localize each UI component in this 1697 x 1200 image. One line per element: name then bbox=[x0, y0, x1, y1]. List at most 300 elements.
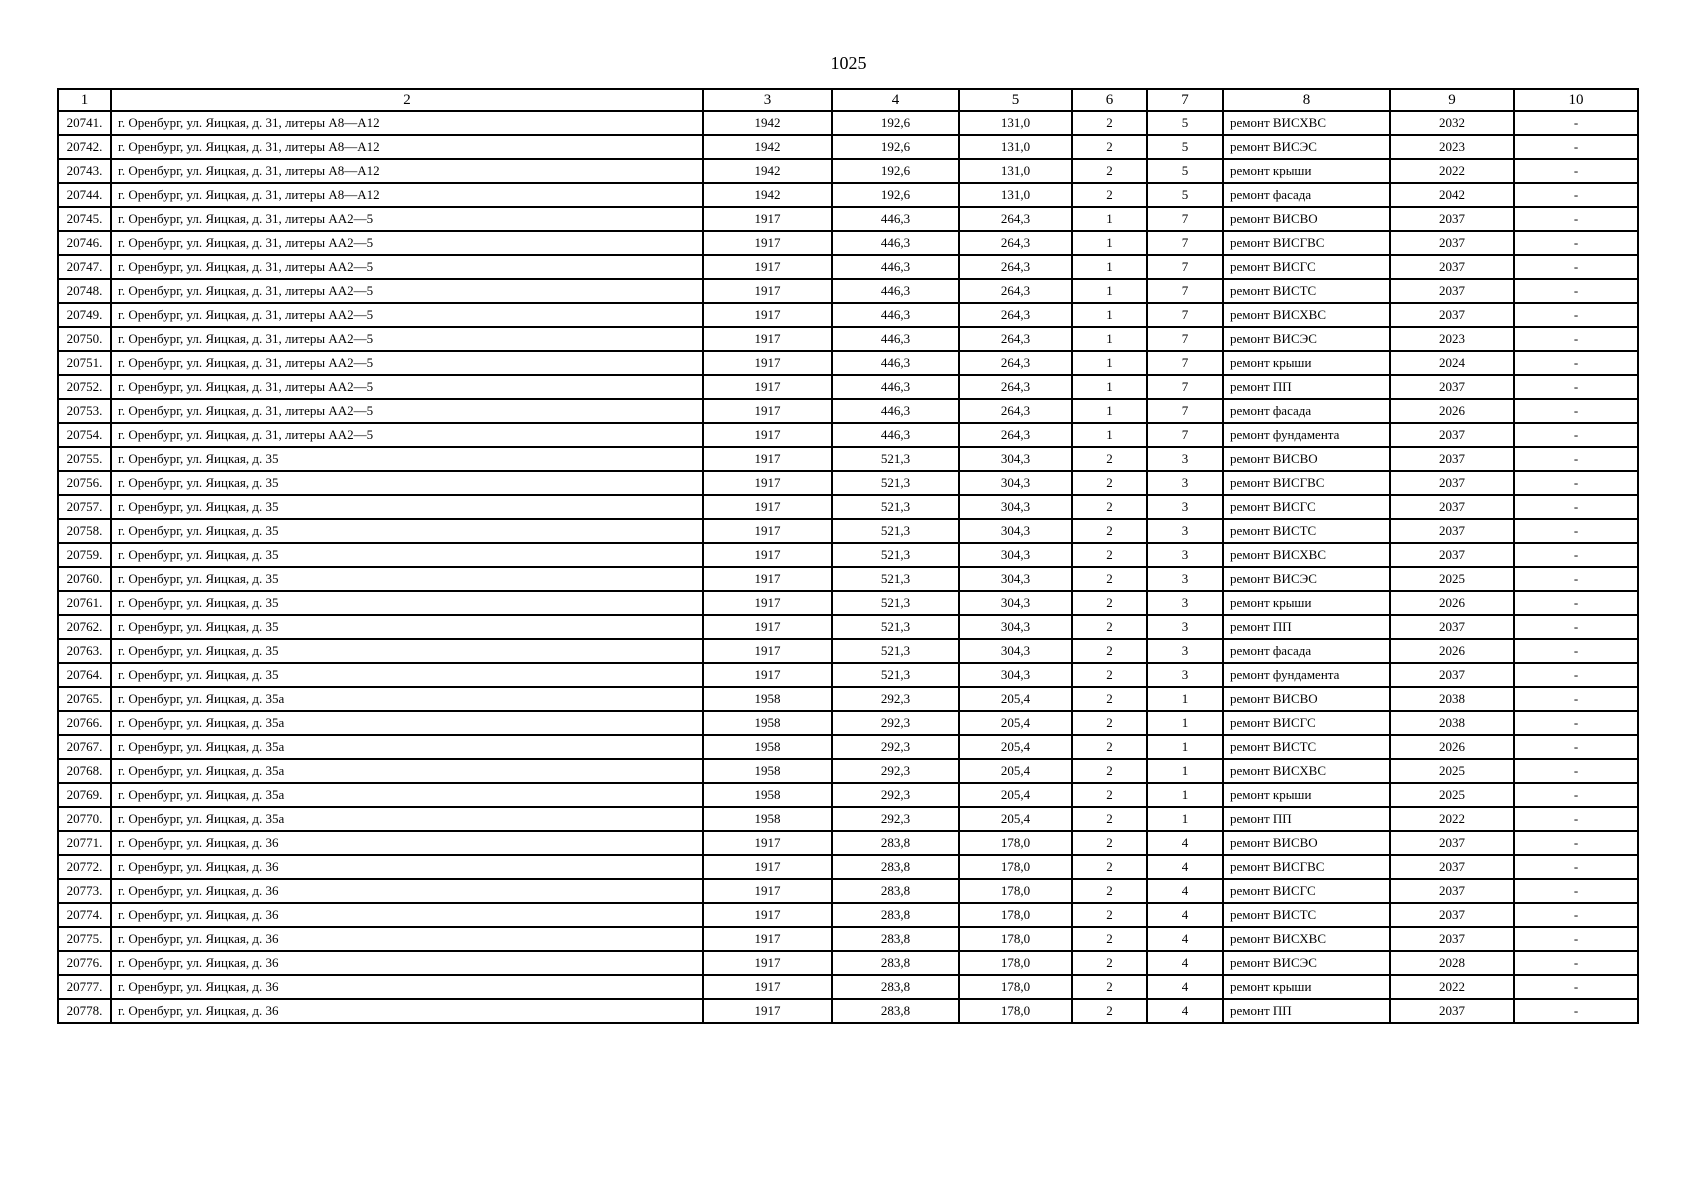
table-row bbox=[58, 255, 1638, 279]
cell-number: 20771. bbox=[58, 831, 111, 855]
table-row bbox=[58, 447, 1638, 471]
cell-total-area: 521,3 bbox=[832, 663, 959, 687]
cell-year-built: 1917 bbox=[703, 831, 832, 855]
table-row bbox=[58, 831, 1638, 855]
cell-work-type: ремонт крыши bbox=[1223, 783, 1390, 807]
cell-total-area: 521,3 bbox=[832, 639, 959, 663]
cell-living-area: 178,0 bbox=[959, 951, 1072, 975]
cell-note: - bbox=[1514, 495, 1638, 519]
table-row bbox=[58, 351, 1638, 375]
cell-address: г. Оренбург, ул. Яицкая, д. 35 bbox=[111, 567, 703, 591]
cell-number: 20760. bbox=[58, 567, 111, 591]
cell-total-area: 192,6 bbox=[832, 183, 959, 207]
cell-year-built: 1917 bbox=[703, 615, 832, 639]
table-row bbox=[58, 471, 1638, 495]
cell-total-area: 283,8 bbox=[832, 927, 959, 951]
cell-year-built: 1917 bbox=[703, 855, 832, 879]
cell-floors: 2 bbox=[1072, 855, 1147, 879]
cell-year-built: 1917 bbox=[703, 471, 832, 495]
cell-floors: 2 bbox=[1072, 807, 1147, 831]
table-row bbox=[58, 687, 1638, 711]
cell-apartments: 1 bbox=[1147, 759, 1223, 783]
cell-living-area: 304,3 bbox=[959, 615, 1072, 639]
table-row bbox=[58, 375, 1638, 399]
cell-note: - bbox=[1514, 183, 1638, 207]
cell-note: - bbox=[1514, 951, 1638, 975]
cell-address: г. Оренбург, ул. Яицкая, д. 36 bbox=[111, 903, 703, 927]
cell-note: - bbox=[1514, 471, 1638, 495]
cell-year-built: 1958 bbox=[703, 807, 832, 831]
cell-number: 20755. bbox=[58, 447, 111, 471]
cell-number: 20754. bbox=[58, 423, 111, 447]
cell-work-type: ремонт ВИСХВС bbox=[1223, 303, 1390, 327]
cell-floors: 2 bbox=[1072, 783, 1147, 807]
cell-total-area: 521,3 bbox=[832, 495, 959, 519]
cell-note: - bbox=[1514, 831, 1638, 855]
cell-note: - bbox=[1514, 135, 1638, 159]
cell-note: - bbox=[1514, 783, 1638, 807]
cell-work-type: ремонт ВИСЭС bbox=[1223, 327, 1390, 351]
cell-floors: 2 bbox=[1072, 975, 1147, 999]
cell-floors: 2 bbox=[1072, 999, 1147, 1023]
cell-year-planned: 2026 bbox=[1390, 591, 1514, 615]
cell-apartments: 7 bbox=[1147, 255, 1223, 279]
cell-number: 20746. bbox=[58, 231, 111, 255]
cell-work-type: ремонт фасада bbox=[1223, 639, 1390, 663]
cell-apartments: 7 bbox=[1147, 207, 1223, 231]
cell-living-area: 178,0 bbox=[959, 879, 1072, 903]
column-header-8: 8 bbox=[1223, 89, 1390, 111]
column-header-1: 1 bbox=[58, 89, 111, 111]
cell-year-built: 1942 bbox=[703, 159, 832, 183]
cell-year-planned: 2037 bbox=[1390, 831, 1514, 855]
cell-year-built: 1917 bbox=[703, 519, 832, 543]
cell-year-built: 1958 bbox=[703, 783, 832, 807]
cell-year-built: 1917 bbox=[703, 975, 832, 999]
cell-note: - bbox=[1514, 663, 1638, 687]
cell-total-area: 446,3 bbox=[832, 423, 959, 447]
cell-floors: 1 bbox=[1072, 351, 1147, 375]
cell-total-area: 292,3 bbox=[832, 711, 959, 735]
cell-year-planned: 2038 bbox=[1390, 687, 1514, 711]
cell-work-type: ремонт ПП bbox=[1223, 375, 1390, 399]
cell-number: 20750. bbox=[58, 327, 111, 351]
cell-floors: 2 bbox=[1072, 567, 1147, 591]
cell-note: - bbox=[1514, 255, 1638, 279]
table-row bbox=[58, 135, 1638, 159]
cell-apartments: 4 bbox=[1147, 903, 1223, 927]
cell-year-built: 1917 bbox=[703, 999, 832, 1023]
cell-year-planned: 2038 bbox=[1390, 711, 1514, 735]
cell-living-area: 131,0 bbox=[959, 111, 1072, 135]
cell-total-area: 446,3 bbox=[832, 279, 959, 303]
cell-address: г. Оренбург, ул. Яицкая, д. 31, литеры АА2—5 bbox=[111, 351, 703, 375]
cell-year-built: 1917 bbox=[703, 351, 832, 375]
cell-floors: 1 bbox=[1072, 375, 1147, 399]
cell-floors: 1 bbox=[1072, 279, 1147, 303]
cell-address: г. Оренбург, ул. Яицкая, д. 35 bbox=[111, 495, 703, 519]
cell-year-planned: 2037 bbox=[1390, 615, 1514, 639]
cell-note: - bbox=[1514, 375, 1638, 399]
cell-total-area: 521,3 bbox=[832, 447, 959, 471]
cell-note: - bbox=[1514, 591, 1638, 615]
cell-floors: 2 bbox=[1072, 471, 1147, 495]
table-row bbox=[58, 231, 1638, 255]
cell-note: - bbox=[1514, 927, 1638, 951]
cell-apartments: 1 bbox=[1147, 807, 1223, 831]
cell-number: 20770. bbox=[58, 807, 111, 831]
cell-number: 20742. bbox=[58, 135, 111, 159]
column-header-6: 6 bbox=[1072, 89, 1147, 111]
cell-living-area: 178,0 bbox=[959, 831, 1072, 855]
cell-note: - bbox=[1514, 711, 1638, 735]
cell-total-area: 292,3 bbox=[832, 687, 959, 711]
cell-year-built: 1917 bbox=[703, 423, 832, 447]
cell-floors: 2 bbox=[1072, 183, 1147, 207]
cell-year-planned: 2025 bbox=[1390, 567, 1514, 591]
cell-note: - bbox=[1514, 903, 1638, 927]
cell-number: 20769. bbox=[58, 783, 111, 807]
cell-work-type: ремонт ВИСЭС bbox=[1223, 951, 1390, 975]
table-row bbox=[58, 879, 1638, 903]
cell-number: 20768. bbox=[58, 759, 111, 783]
cell-number: 20757. bbox=[58, 495, 111, 519]
cell-year-planned: 2037 bbox=[1390, 543, 1514, 567]
cell-year-planned: 2022 bbox=[1390, 975, 1514, 999]
cell-year-planned: 2037 bbox=[1390, 999, 1514, 1023]
table-row bbox=[58, 543, 1638, 567]
cell-apartments: 3 bbox=[1147, 663, 1223, 687]
cell-year-planned: 2037 bbox=[1390, 303, 1514, 327]
cell-total-area: 283,8 bbox=[832, 951, 959, 975]
cell-floors: 1 bbox=[1072, 303, 1147, 327]
cell-year-planned: 2037 bbox=[1390, 903, 1514, 927]
cell-apartments: 1 bbox=[1147, 735, 1223, 759]
cell-work-type: ремонт ПП bbox=[1223, 807, 1390, 831]
cell-number: 20763. bbox=[58, 639, 111, 663]
column-header-7: 7 bbox=[1147, 89, 1223, 111]
cell-address: г. Оренбург, ул. Яицкая, д. 31, литеры АА2—5 bbox=[111, 327, 703, 351]
cell-living-area: 264,3 bbox=[959, 375, 1072, 399]
cell-year-planned: 2037 bbox=[1390, 423, 1514, 447]
cell-apartments: 3 bbox=[1147, 519, 1223, 543]
cell-year-built: 1917 bbox=[703, 543, 832, 567]
cell-total-area: 292,3 bbox=[832, 783, 959, 807]
cell-note: - bbox=[1514, 231, 1638, 255]
cell-year-planned: 2026 bbox=[1390, 399, 1514, 423]
cell-total-area: 521,3 bbox=[832, 471, 959, 495]
cell-work-type: ремонт фундамента bbox=[1223, 423, 1390, 447]
cell-year-built: 1942 bbox=[703, 111, 832, 135]
cell-work-type: ремонт ВИСЭС bbox=[1223, 135, 1390, 159]
cell-note: - bbox=[1514, 807, 1638, 831]
cell-year-planned: 2022 bbox=[1390, 807, 1514, 831]
cell-year-planned: 2022 bbox=[1390, 159, 1514, 183]
cell-total-area: 521,3 bbox=[832, 615, 959, 639]
table-row bbox=[58, 207, 1638, 231]
cell-year-built: 1917 bbox=[703, 927, 832, 951]
cell-year-built: 1958 bbox=[703, 711, 832, 735]
cell-living-area: 304,3 bbox=[959, 591, 1072, 615]
cell-total-area: 521,3 bbox=[832, 519, 959, 543]
cell-total-area: 283,8 bbox=[832, 903, 959, 927]
cell-living-area: 304,3 bbox=[959, 447, 1072, 471]
cell-living-area: 178,0 bbox=[959, 855, 1072, 879]
cell-floors: 2 bbox=[1072, 759, 1147, 783]
cell-number: 20773. bbox=[58, 879, 111, 903]
cell-work-type: ремонт ВИСГС bbox=[1223, 255, 1390, 279]
cell-year-built: 1917 bbox=[703, 639, 832, 663]
cell-year-built: 1917 bbox=[703, 255, 832, 279]
cell-number: 20772. bbox=[58, 855, 111, 879]
cell-address: г. Оренбург, ул. Яицкая, д. 31, литеры АА2—5 bbox=[111, 423, 703, 447]
cell-floors: 2 bbox=[1072, 639, 1147, 663]
cell-address: г. Оренбург, ул. Яицкая, д. 36 bbox=[111, 879, 703, 903]
cell-living-area: 264,3 bbox=[959, 351, 1072, 375]
cell-floors: 1 bbox=[1072, 231, 1147, 255]
cell-apartments: 5 bbox=[1147, 111, 1223, 135]
cell-living-area: 205,4 bbox=[959, 807, 1072, 831]
cell-year-built: 1917 bbox=[703, 663, 832, 687]
cell-apartments: 7 bbox=[1147, 279, 1223, 303]
cell-living-area: 205,4 bbox=[959, 759, 1072, 783]
cell-address: г. Оренбург, ул. Яицкая, д. 31, литеры А8—А12 bbox=[111, 183, 703, 207]
cell-number: 20767. bbox=[58, 735, 111, 759]
table-row bbox=[58, 735, 1638, 759]
table-row bbox=[58, 951, 1638, 975]
cell-work-type: ремонт ВИСТС bbox=[1223, 735, 1390, 759]
cell-living-area: 304,3 bbox=[959, 519, 1072, 543]
cell-year-planned: 2037 bbox=[1390, 519, 1514, 543]
cell-floors: 2 bbox=[1072, 591, 1147, 615]
cell-number: 20764. bbox=[58, 663, 111, 687]
cell-living-area: 304,3 bbox=[959, 471, 1072, 495]
cell-apartments: 5 bbox=[1147, 135, 1223, 159]
cell-number: 20745. bbox=[58, 207, 111, 231]
cell-address: г. Оренбург, ул. Яицкая, д. 36 bbox=[111, 831, 703, 855]
cell-apartments: 7 bbox=[1147, 327, 1223, 351]
cell-floors: 2 bbox=[1072, 831, 1147, 855]
cell-work-type: ремонт ВИСТС bbox=[1223, 519, 1390, 543]
cell-year-built: 1917 bbox=[703, 399, 832, 423]
table-row bbox=[58, 903, 1638, 927]
cell-address: г. Оренбург, ул. Яицкая, д. 35а bbox=[111, 807, 703, 831]
cell-living-area: 131,0 bbox=[959, 159, 1072, 183]
cell-total-area: 292,3 bbox=[832, 759, 959, 783]
cell-work-type: ремонт ВИСГВС bbox=[1223, 471, 1390, 495]
cell-address: г. Оренбург, ул. Яицкая, д. 35а bbox=[111, 735, 703, 759]
column-header-2: 2 bbox=[111, 89, 703, 111]
cell-address: г. Оренбург, ул. Яицкая, д. 35 bbox=[111, 543, 703, 567]
cell-work-type: ремонт ПП bbox=[1223, 999, 1390, 1023]
cell-number: 20751. bbox=[58, 351, 111, 375]
cell-apartments: 7 bbox=[1147, 423, 1223, 447]
cell-year-built: 1917 bbox=[703, 375, 832, 399]
cell-year-planned: 2032 bbox=[1390, 111, 1514, 135]
table-row bbox=[58, 855, 1638, 879]
column-header-3: 3 bbox=[703, 89, 832, 111]
cell-floors: 2 bbox=[1072, 663, 1147, 687]
table-row bbox=[58, 159, 1638, 183]
cell-year-planned: 2037 bbox=[1390, 663, 1514, 687]
cell-floors: 2 bbox=[1072, 543, 1147, 567]
cell-address: г. Оренбург, ул. Яицкая, д. 31, литеры АА2—5 bbox=[111, 399, 703, 423]
cell-apartments: 7 bbox=[1147, 303, 1223, 327]
cell-work-type: ремонт ВИСГВС bbox=[1223, 231, 1390, 255]
cell-apartments: 7 bbox=[1147, 399, 1223, 423]
cell-number: 20759. bbox=[58, 543, 111, 567]
table-row bbox=[58, 591, 1638, 615]
cell-living-area: 264,3 bbox=[959, 327, 1072, 351]
cell-floors: 2 bbox=[1072, 519, 1147, 543]
cell-work-type: ремонт крыши bbox=[1223, 975, 1390, 999]
cell-number: 20743. bbox=[58, 159, 111, 183]
cell-year-planned: 2042 bbox=[1390, 183, 1514, 207]
cell-total-area: 192,6 bbox=[832, 111, 959, 135]
cell-total-area: 446,3 bbox=[832, 351, 959, 375]
cell-number: 20762. bbox=[58, 615, 111, 639]
cell-living-area: 264,3 bbox=[959, 231, 1072, 255]
cell-note: - bbox=[1514, 447, 1638, 471]
table-row bbox=[58, 711, 1638, 735]
cell-living-area: 131,0 bbox=[959, 183, 1072, 207]
table-row bbox=[58, 975, 1638, 999]
cell-note: - bbox=[1514, 111, 1638, 135]
table-header-row bbox=[58, 89, 1638, 111]
table-row bbox=[58, 663, 1638, 687]
cell-work-type: ремонт фасада bbox=[1223, 399, 1390, 423]
cell-address: г. Оренбург, ул. Яицкая, д. 35 bbox=[111, 639, 703, 663]
cell-address: г. Оренбург, ул. Яицкая, д. 36 bbox=[111, 927, 703, 951]
cell-note: - bbox=[1514, 423, 1638, 447]
cell-work-type: ремонт крыши bbox=[1223, 159, 1390, 183]
cell-address: г. Оренбург, ул. Яицкая, д. 35 bbox=[111, 471, 703, 495]
cell-living-area: 205,4 bbox=[959, 687, 1072, 711]
cell-number: 20756. bbox=[58, 471, 111, 495]
cell-work-type: ремонт ВИСХВС bbox=[1223, 759, 1390, 783]
cell-number: 20761. bbox=[58, 591, 111, 615]
cell-total-area: 292,3 bbox=[832, 807, 959, 831]
table-row bbox=[58, 759, 1638, 783]
cell-note: - bbox=[1514, 159, 1638, 183]
table-row bbox=[58, 927, 1638, 951]
cell-apartments: 5 bbox=[1147, 183, 1223, 207]
cell-living-area: 264,3 bbox=[959, 399, 1072, 423]
cell-work-type: ремонт фасада bbox=[1223, 183, 1390, 207]
cell-address: г. Оренбург, ул. Яицкая, д. 36 bbox=[111, 999, 703, 1023]
cell-living-area: 304,3 bbox=[959, 639, 1072, 663]
cell-year-built: 1917 bbox=[703, 303, 832, 327]
cell-note: - bbox=[1514, 879, 1638, 903]
cell-floors: 1 bbox=[1072, 327, 1147, 351]
cell-living-area: 205,4 bbox=[959, 711, 1072, 735]
cell-address: г. Оренбург, ул. Яицкая, д. 31, литеры АА2—5 bbox=[111, 255, 703, 279]
cell-work-type: ремонт ВИСВО bbox=[1223, 447, 1390, 471]
table-row bbox=[58, 495, 1638, 519]
cell-year-built: 1917 bbox=[703, 495, 832, 519]
cell-year-planned: 2023 bbox=[1390, 135, 1514, 159]
cell-note: - bbox=[1514, 567, 1638, 591]
cell-year-planned: 2037 bbox=[1390, 927, 1514, 951]
cell-note: - bbox=[1514, 327, 1638, 351]
table-body bbox=[58, 111, 1638, 1023]
cell-apartments: 1 bbox=[1147, 687, 1223, 711]
cell-living-area: 205,4 bbox=[959, 735, 1072, 759]
cell-address: г. Оренбург, ул. Яицкая, д. 31, литеры А8—А12 bbox=[111, 159, 703, 183]
column-header-10: 10 bbox=[1514, 89, 1638, 111]
cell-year-built: 1917 bbox=[703, 903, 832, 927]
cell-work-type: ремонт ВИСВО bbox=[1223, 831, 1390, 855]
cell-living-area: 131,0 bbox=[959, 135, 1072, 159]
cell-work-type: ремонт ВИСВО bbox=[1223, 207, 1390, 231]
cell-floors: 2 bbox=[1072, 111, 1147, 135]
table-row bbox=[58, 519, 1638, 543]
cell-note: - bbox=[1514, 351, 1638, 375]
cell-note: - bbox=[1514, 399, 1638, 423]
cell-number: 20744. bbox=[58, 183, 111, 207]
cell-total-area: 521,3 bbox=[832, 567, 959, 591]
table-row bbox=[58, 327, 1638, 351]
cell-living-area: 264,3 bbox=[959, 207, 1072, 231]
cell-floors: 1 bbox=[1072, 255, 1147, 279]
cell-floors: 1 bbox=[1072, 207, 1147, 231]
cell-apartments: 7 bbox=[1147, 375, 1223, 399]
cell-year-planned: 2037 bbox=[1390, 447, 1514, 471]
cell-work-type: ремонт ВИСГС bbox=[1223, 879, 1390, 903]
cell-year-planned: 2037 bbox=[1390, 879, 1514, 903]
cell-year-built: 1958 bbox=[703, 687, 832, 711]
cell-work-type: ремонт крыши bbox=[1223, 351, 1390, 375]
cell-year-built: 1917 bbox=[703, 879, 832, 903]
cell-address: г. Оренбург, ул. Яицкая, д. 31, литеры А8—А12 bbox=[111, 135, 703, 159]
cell-address: г. Оренбург, ул. Яицкая, д. 31, литеры АА2—5 bbox=[111, 303, 703, 327]
cell-number: 20752. bbox=[58, 375, 111, 399]
cell-year-built: 1917 bbox=[703, 567, 832, 591]
table-row bbox=[58, 639, 1638, 663]
cell-number: 20753. bbox=[58, 399, 111, 423]
cell-apartments: 4 bbox=[1147, 831, 1223, 855]
table-row bbox=[58, 567, 1638, 591]
cell-apartments: 4 bbox=[1147, 855, 1223, 879]
cell-total-area: 446,3 bbox=[832, 207, 959, 231]
cell-number: 20774. bbox=[58, 903, 111, 927]
cell-apartments: 1 bbox=[1147, 711, 1223, 735]
cell-apartments: 3 bbox=[1147, 615, 1223, 639]
cell-year-built: 1958 bbox=[703, 759, 832, 783]
cell-year-built: 1917 bbox=[703, 327, 832, 351]
cell-note: - bbox=[1514, 735, 1638, 759]
cell-note: - bbox=[1514, 207, 1638, 231]
cell-total-area: 446,3 bbox=[832, 327, 959, 351]
cell-work-type: ремонт ВИСГС bbox=[1223, 495, 1390, 519]
cell-year-planned: 2025 bbox=[1390, 783, 1514, 807]
cell-year-planned: 2028 bbox=[1390, 951, 1514, 975]
cell-number: 20747. bbox=[58, 255, 111, 279]
cell-living-area: 178,0 bbox=[959, 903, 1072, 927]
cell-apartments: 4 bbox=[1147, 999, 1223, 1023]
cell-work-type: ремонт ВИСХВС bbox=[1223, 111, 1390, 135]
cell-year-planned: 2023 bbox=[1390, 327, 1514, 351]
column-header-9: 9 bbox=[1390, 89, 1514, 111]
cell-floors: 1 bbox=[1072, 399, 1147, 423]
cell-floors: 2 bbox=[1072, 615, 1147, 639]
cell-living-area: 178,0 bbox=[959, 975, 1072, 999]
cell-apartments: 1 bbox=[1147, 783, 1223, 807]
cell-address: г. Оренбург, ул. Яицкая, д. 35а bbox=[111, 711, 703, 735]
cell-floors: 2 bbox=[1072, 135, 1147, 159]
cell-note: - bbox=[1514, 975, 1638, 999]
cell-address: г. Оренбург, ул. Яицкая, д. 31, литеры АА2—5 bbox=[111, 375, 703, 399]
